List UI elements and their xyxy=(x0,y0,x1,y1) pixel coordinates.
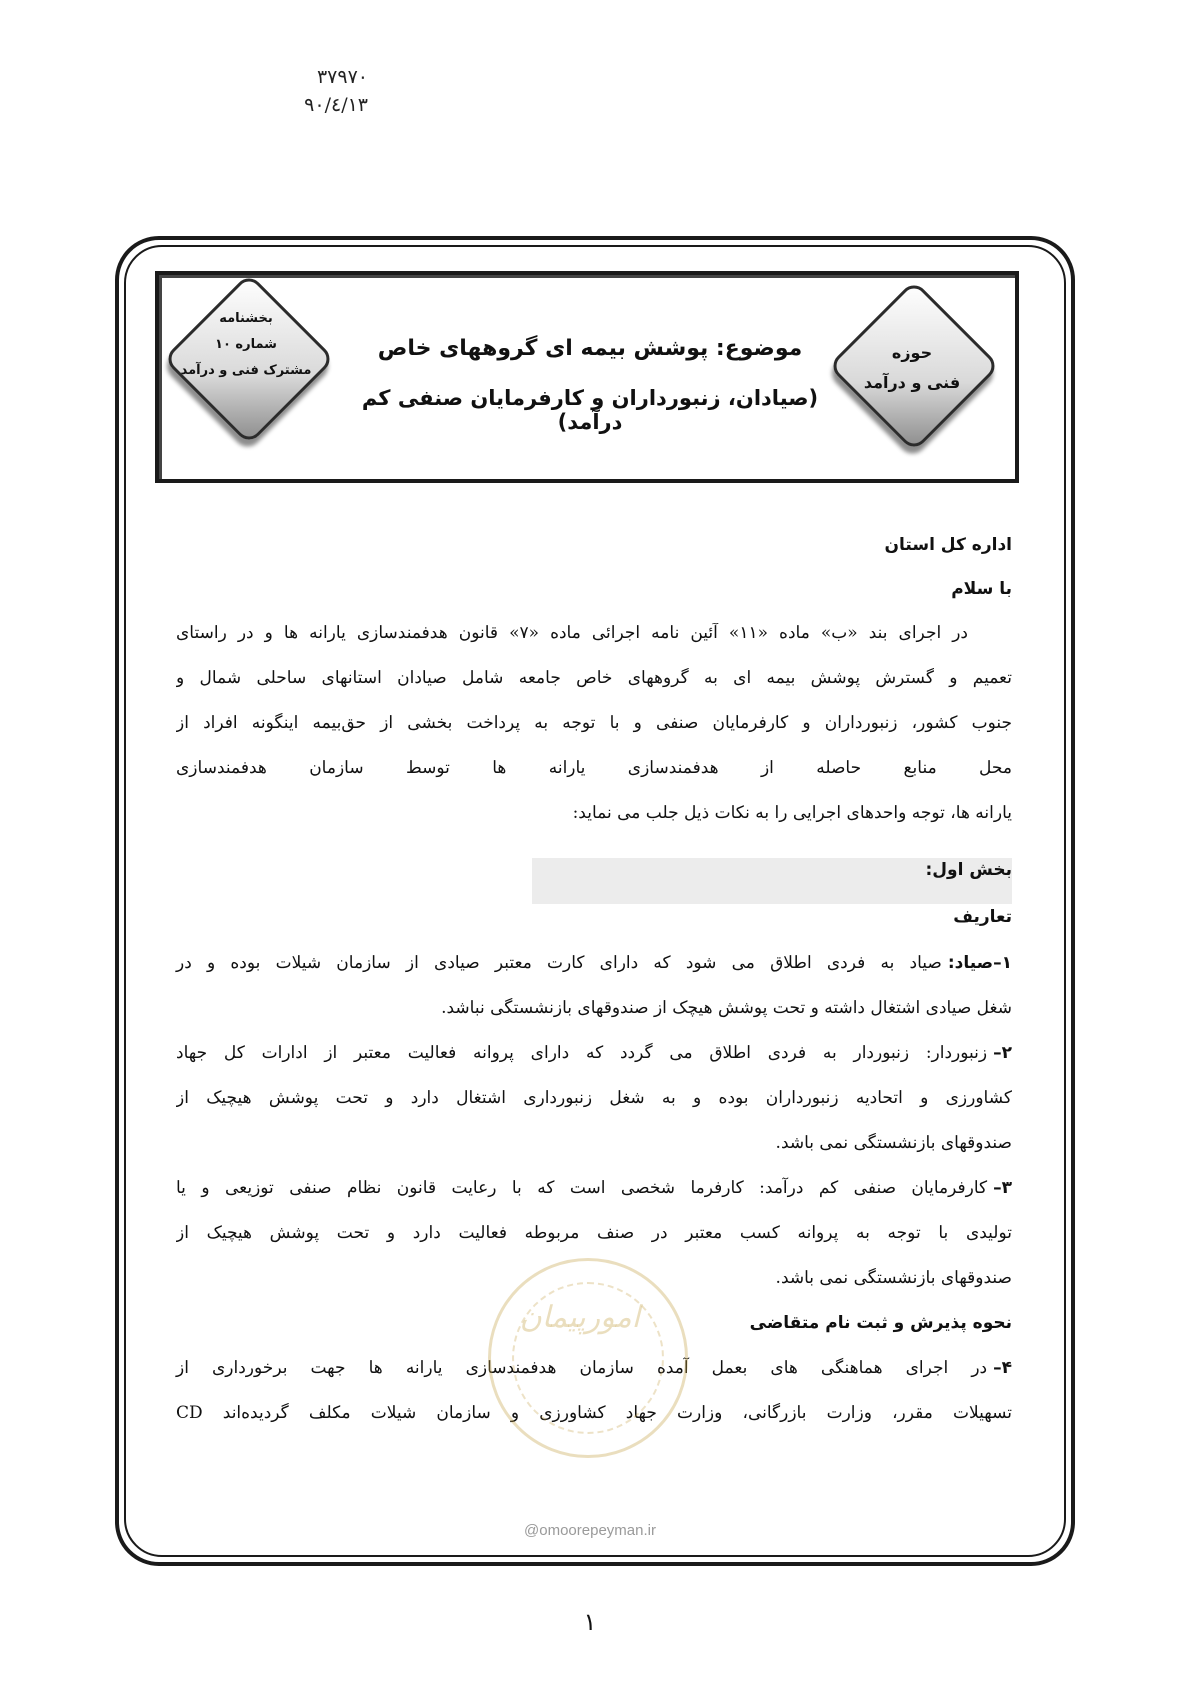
definition-2-number: ۲– xyxy=(993,1043,1012,1063)
circular-number: شماره ۱۰ xyxy=(215,337,277,352)
definition-2-line-3: صندوقهای بازنشستگی نمی باشد. xyxy=(775,1133,1012,1153)
watermark-logo-text: امورپیمان xyxy=(519,1300,640,1335)
intro-line: یارانه ها، توجه واحدهای اجرایی را به نکات ذیل جلب می نماید: xyxy=(572,803,1012,823)
circular-label: بخشنامه xyxy=(219,311,273,326)
definition-1-line-2: شغل صیادی اشتغال داشته و تحت پوشش هیچک از صندوقهای بازنشستگی نباشد. xyxy=(441,998,1012,1018)
domain-value: فنی و درآمد xyxy=(863,373,961,392)
intro-line: جنوب کشور، زنبورداران و کارفرمایان صنفی و با توجه به پرداخت بخشی از حق‌بیمه اینگونه افراد از xyxy=(176,713,1012,733)
intro-line: تعمیم و گسترش پوشش بیمه ای به گروههای خاص جامعه شامل صیادان استانهای ساحلی شمال و xyxy=(176,668,1012,688)
definition-3-line-3: صندوقهای بازنشستگی نمی باشد. xyxy=(775,1268,1012,1288)
definition-1-term: صیاد: xyxy=(947,953,994,973)
intro-line: محل منابع حاصله از هدفمندسازی یارانه ها توسط سازمان هدفمندسازی xyxy=(176,758,1012,778)
greeting: با سلام xyxy=(951,579,1012,599)
circular-scope: مشترک فنی و درآمد xyxy=(180,363,312,378)
circular-badge-text xyxy=(160,306,332,384)
definition-2-text: زنبوردار: زنبوردار به فردی اطلاق می گردد که دارای پروانه فعالیت معتبر از ادارات کل جهاد xyxy=(176,1043,988,1063)
intro-line: در اجرای بند «ب» ماده «۱۱» آئین نامه اجرائی ماده «۷» قانون هدفمندسازی یارانه ها و در راستای xyxy=(176,623,968,643)
definition-2-line-1 xyxy=(176,1043,1012,1063)
definitions-title: تعاریف xyxy=(953,907,1012,927)
letter-date: ۹۰/٤/۱۳ xyxy=(304,94,368,116)
domain-badge-text xyxy=(828,338,996,398)
definition-3-line-2: تولیدی با توجه به پروانه کسب معتبر در صنف مربوطه فعالیت دارد و تحت پوشش هیچیک از xyxy=(176,1223,1012,1243)
item-4-text: در اجرای هماهنگی های بعمل آمده سازمان هدفمندسازی یارانه ها جهت برخورداری از xyxy=(176,1358,988,1378)
watermark-website: @omoorepeyman.ir xyxy=(524,1522,656,1539)
registration-title: نحوه پذیرش و ثبت نام متقاضی xyxy=(749,1313,1012,1333)
letter-number: ۳۷۹۷۰ xyxy=(316,66,368,88)
page-number: ۱ xyxy=(583,1608,597,1636)
definition-1-number: ۱– xyxy=(993,953,1012,973)
addressee: اداره کل استان xyxy=(884,535,1012,555)
definition-1-line-1 xyxy=(176,953,1012,973)
definition-3-text: کارفرمایان صنفی کم درآمد: کارفرما شخصی است که با رعایت قانون نظام صنفی توزیعی و یا xyxy=(176,1178,988,1198)
section-title: بخش اول: xyxy=(925,860,1012,880)
definition-3-line-1 xyxy=(176,1178,1012,1198)
domain-label: حوزه xyxy=(891,343,933,362)
subject-title: موضوع: پوشش بیمه ای گروههای خاص xyxy=(377,336,803,361)
subject-subtitle: (صیادان، زنبورداران و کارفرمایان صنفی کم درآمد) xyxy=(361,386,819,434)
item-4-line-2: تسهیلات مقرر، وزارت بازرگانی، وزارت جهاد کشاورزی و سازمان شیلات مکلف گردیده‌اند CD xyxy=(176,1403,1012,1423)
definition-3-number: ۳– xyxy=(993,1178,1012,1198)
definition-1-text: صیاد به فردی اطلاق می شود که دارای کارت معتبر صیادی از سازمان شیلات بوده و در xyxy=(176,953,942,973)
definition-2-line-2: کشاورزی و اتحادیه زنبورداران بوده و به شغل زنبورداری اشتغال دارد و تحت پوشش هیچیک از xyxy=(176,1088,1012,1108)
item-4-number: ۴– xyxy=(993,1358,1012,1378)
